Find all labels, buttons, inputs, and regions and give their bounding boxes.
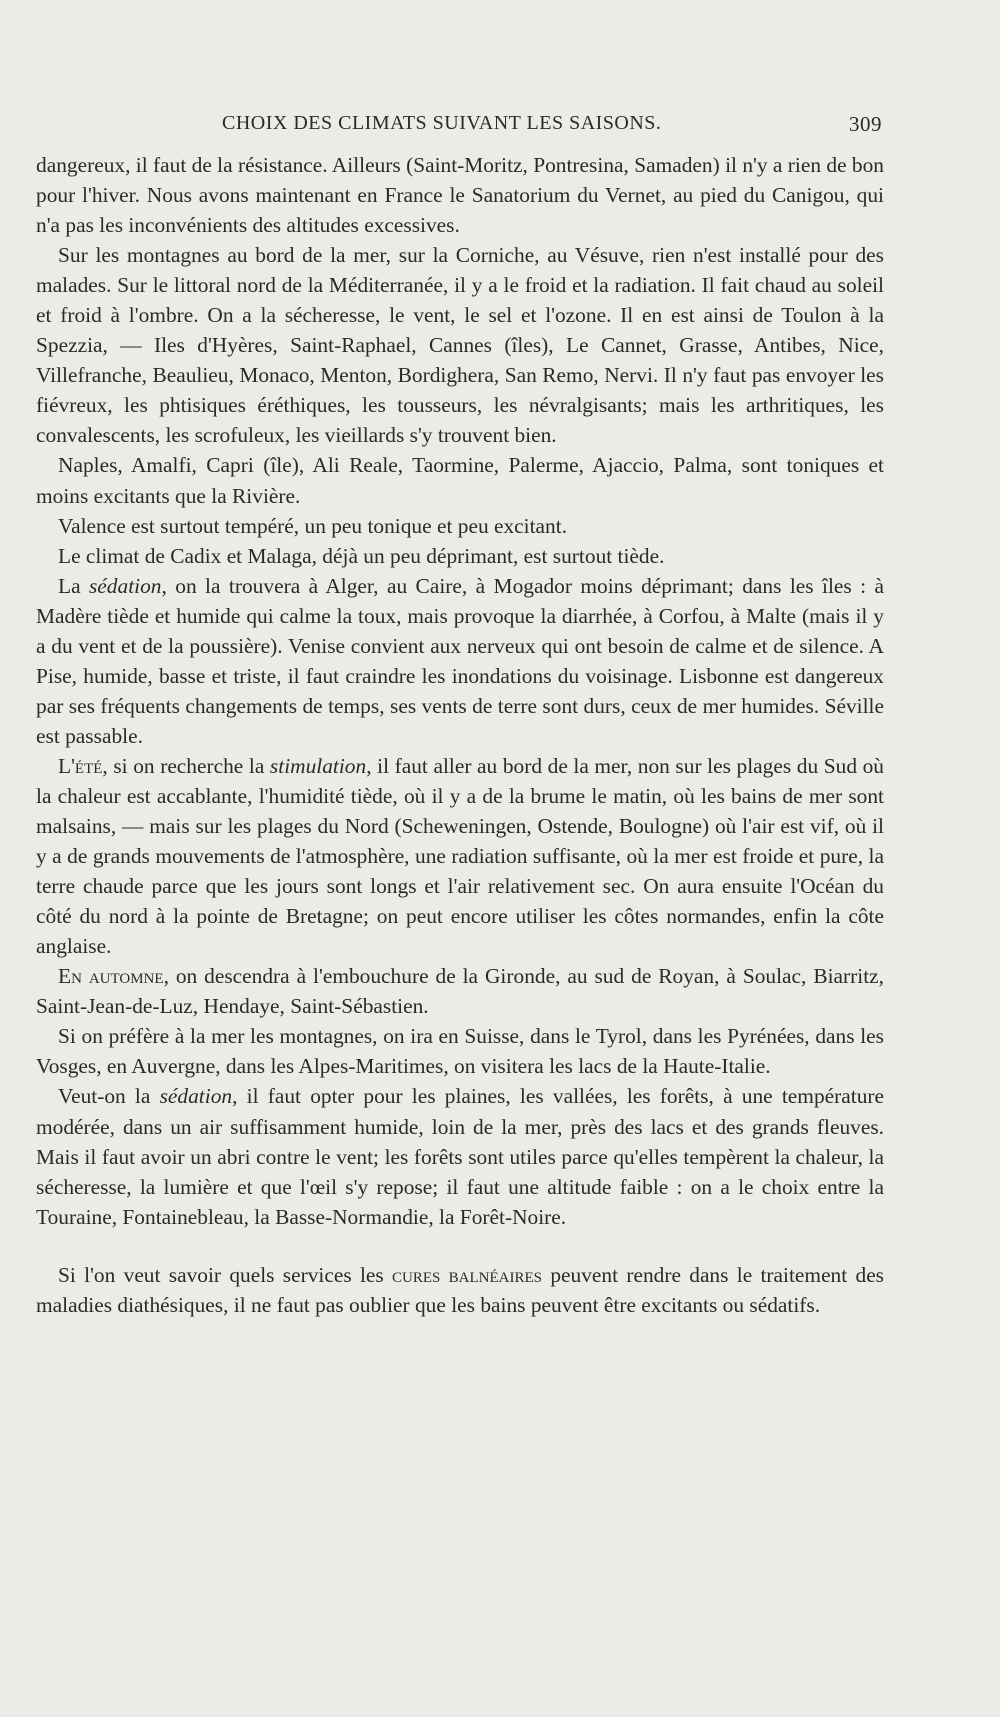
paragraph-text: , on la trouvera à Alger, au Caire, à Mogador moins déprimant; dans les îles : à Madère tiède et humide qui calme la toux, mais provoque la diarrhée, à Corfou, à Malte (mais il y a du vent et de la poussière). Venise convient aux nerveux qui ont besoin de calme et de silence. A Pise, humide, basse et triste, il faut craindre les inondations du voisinage. Lisbonne est dangereux par ses fréquents changements de temps, ses vents de terre sont durs, ceux de mer humides. Séville est passable. xyxy=(36,573,884,748)
paragraph: Le climat de Cadix et Malaga, déjà un peu déprimant, est surtout tiède. xyxy=(58,543,665,568)
paragraph xyxy=(36,751,884,961)
paragraph xyxy=(36,1081,884,1231)
italic-term: sédation xyxy=(159,1084,233,1109)
body-text xyxy=(36,150,884,1320)
paragraph xyxy=(36,961,884,1021)
paragraph-text: , il faut opter pour les plaines, les vallées, les forêts, à une température modérée, dans un air suffisamment humide, loin de la mer, près des lacs et des grands fleuves. Mais il faut avoir un abri contre le vent; les forêts sont utiles parce qu'elles tempèrent la chaleur, la sécheresse, la lumière et que l'œil s'y repose; il faut une altitude faible : on a le choix entre la Touraine, Fontainebleau, la Basse-Normandie, la Forêt-Noire. xyxy=(36,1084,885,1229)
season-heading: L'été xyxy=(58,753,103,778)
paragraph xyxy=(36,1260,884,1320)
paragraph-text: , si on recherche la xyxy=(102,753,270,778)
italic-term: stimulation xyxy=(269,753,367,778)
page-number: 309 xyxy=(849,112,882,136)
paragraph-text: peuvent rendre dans le traitement des maladies diathésiques, il ne faut pas oublier que les bains peuvent être excitants ou sédatifs. xyxy=(36,1262,885,1317)
paragraph: Sur les montagnes au bord de la mer, sur la Corniche, au Vésuve, rien n'est installé pour des malades. Sur le littoral nord de la Méditerranée, il y a le froid et la radiation. Il fait chaud au soleil et froid à l'ombre. On a la sécheresse, le vent, le sel et l'ozone. Il en est ainsi de Toulon à la Spezzia, — Iles d'Hyères, Saint-Raphael, Cannes (îles), Le Cannet, Grasse, Antibes, Nice, Villefranche, Beaulieu, Monaco, Menton, Bordighera, San Remo, Nervi. Il n'y faut pas envoyer les fiévreux, les phtisiques éréthiques, les tousseurs, les névralgisants; mais les arthritiques, les convalescents, les scrofuleux, les vieillards s'y trouvent bien. xyxy=(36,243,884,448)
running-header xyxy=(222,112,882,135)
paragraph-text: Si l'on veut savoir quels services les xyxy=(58,1262,393,1287)
paragraph-text: La xyxy=(58,573,89,598)
paragraph-text: , il faut aller au bord de la mer, non sur les plages du Sud où la chaleur est accablante, l'humidité tiède, où il y a de la brume le matin, où les bains de mer sont malsains, — mais sur les plages du Nord (Scheweningen, Ostende, Boulogne) où l'air est vif, où il y a de grands mouvements de l'atmosphère, une radiation suffisante, où la mer est froide et pure, la terre chaude parce que les jours sont longs et l'air relativement sec. On aura ensuite l'Océan du côté du nord à la pointe de Bretagne; on peut encore utiliser les côtes normandes, enfin la côte anglaise. xyxy=(36,753,884,959)
small-caps-term: cures balnéaires xyxy=(392,1262,543,1287)
paragraph: Naples, Amalfi, Capri (île), Ali Reale, Taormine, Palerme, Ajaccio, Palma, sont toniques et moins excitants que la Rivière. xyxy=(36,453,884,508)
paragraph-text: Veut-on la xyxy=(58,1084,160,1109)
paragraph-text: , on descendra à l'embouchure de la Gironde, au sud de Royan, à Soulac, Biarritz, Saint-Jean-de-Luz, Hendaye, Saint-Sébastien. xyxy=(36,964,884,1019)
paragraph: dangereux, il faut de la résistance. Ailleurs (Saint-Moritz, Pontresina, Samaden) il n'y a rien de bon pour l'hiver. Nous avons maintenant en France le Sanatorium du Vernet, au pied du Canigou, qui n'a pas les inconvénients des altitudes excessives. xyxy=(36,153,884,238)
season-heading: En automne xyxy=(58,964,164,989)
paragraph xyxy=(36,571,884,751)
paragraph: Valence est surtout tempéré, un peu tonique et peu excitant. xyxy=(58,513,568,538)
paragraph: Si on préfère à la mer les montagnes, on ira en Suisse, dans le Tyrol, dans les Pyrénées, dans les Vosges, en Auvergne, dans les Alpes-Maritimes, on visitera les lacs de la Haute-Italie. xyxy=(36,1024,884,1079)
italic-term: sédation xyxy=(88,573,162,598)
running-title: CHOIX DES CLIMATS SUIVANT LES SAISONS. xyxy=(222,112,662,134)
